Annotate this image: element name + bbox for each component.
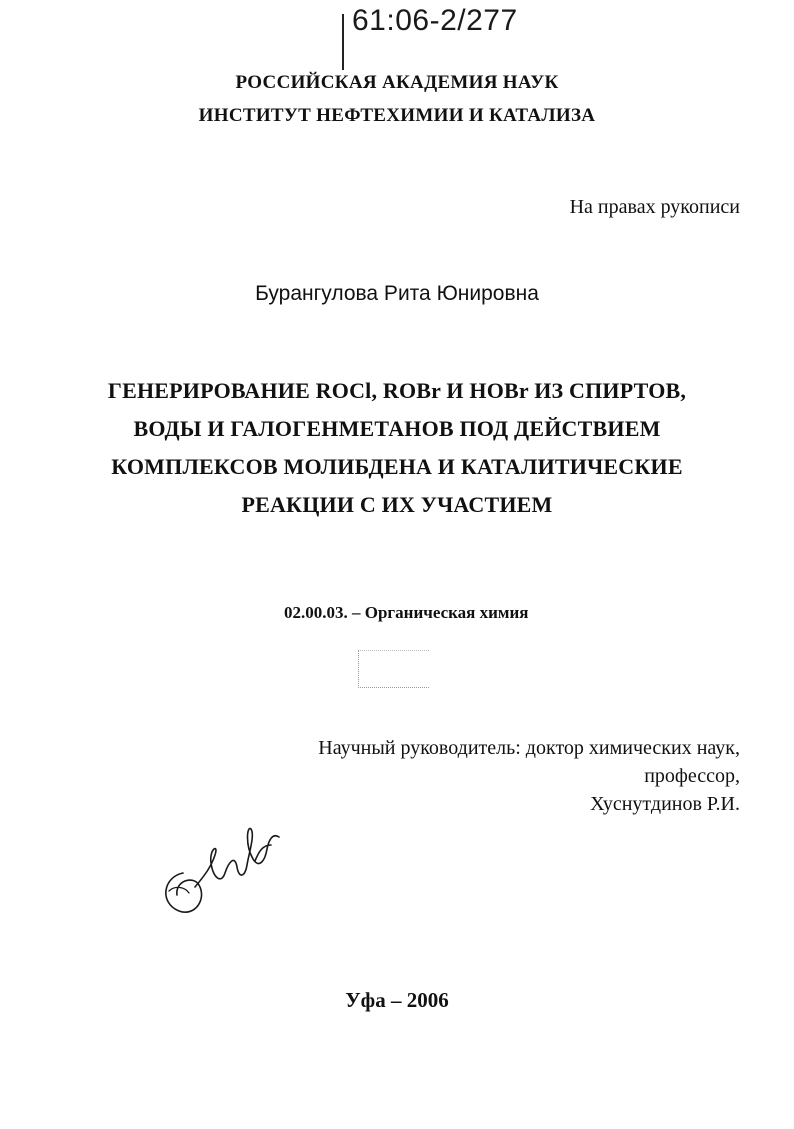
title-line-3: КОМПЛЕКСОВ МОЛИБДЕНА И КАТАЛИТИЧЕСКИЕ [111,454,683,479]
scientific-advisor [318,734,740,818]
handwritten-signature [155,815,290,925]
title-line-4: РЕАКЦИИ С ИХ УЧАСТИЕМ [241,492,553,517]
archive-stamp: 61:06-2/277 [352,4,518,37]
thesis-title [0,372,794,524]
advisor-line-1: Научный руководитель: доктор химических наук, [318,737,740,759]
advisor-line-2: профессор, [644,765,740,787]
author-name: Бурангулова Рита Юнировна [255,282,539,305]
city-year: Уфа – 2006 [345,988,449,1012]
faint-scan-mark [358,650,429,688]
stamp-bar [342,14,344,70]
institute-name: ИНСТИТУТ НЕФТЕХИМИИ И КАТАЛИЗА [198,105,596,126]
academy-name: РОССИЙСКАЯ АКАДЕМИЯ НАУК [235,72,559,93]
title-line-2: ВОДЫ И ГАЛОГЕНМЕТАНОВ ПОД ДЕЙСТВИЕМ [133,416,661,441]
rights-note: На правах рукописи [569,196,740,218]
advisor-line-3: Хуснутдинов Р.И. [590,793,740,815]
specialty-code: 02.00.03. – Органическая химия [284,603,529,622]
title-line-1: ГЕНЕРИРОВАНИЕ ROCl, ROBr И HOBr ИЗ СПИРТОВ, [107,378,687,403]
